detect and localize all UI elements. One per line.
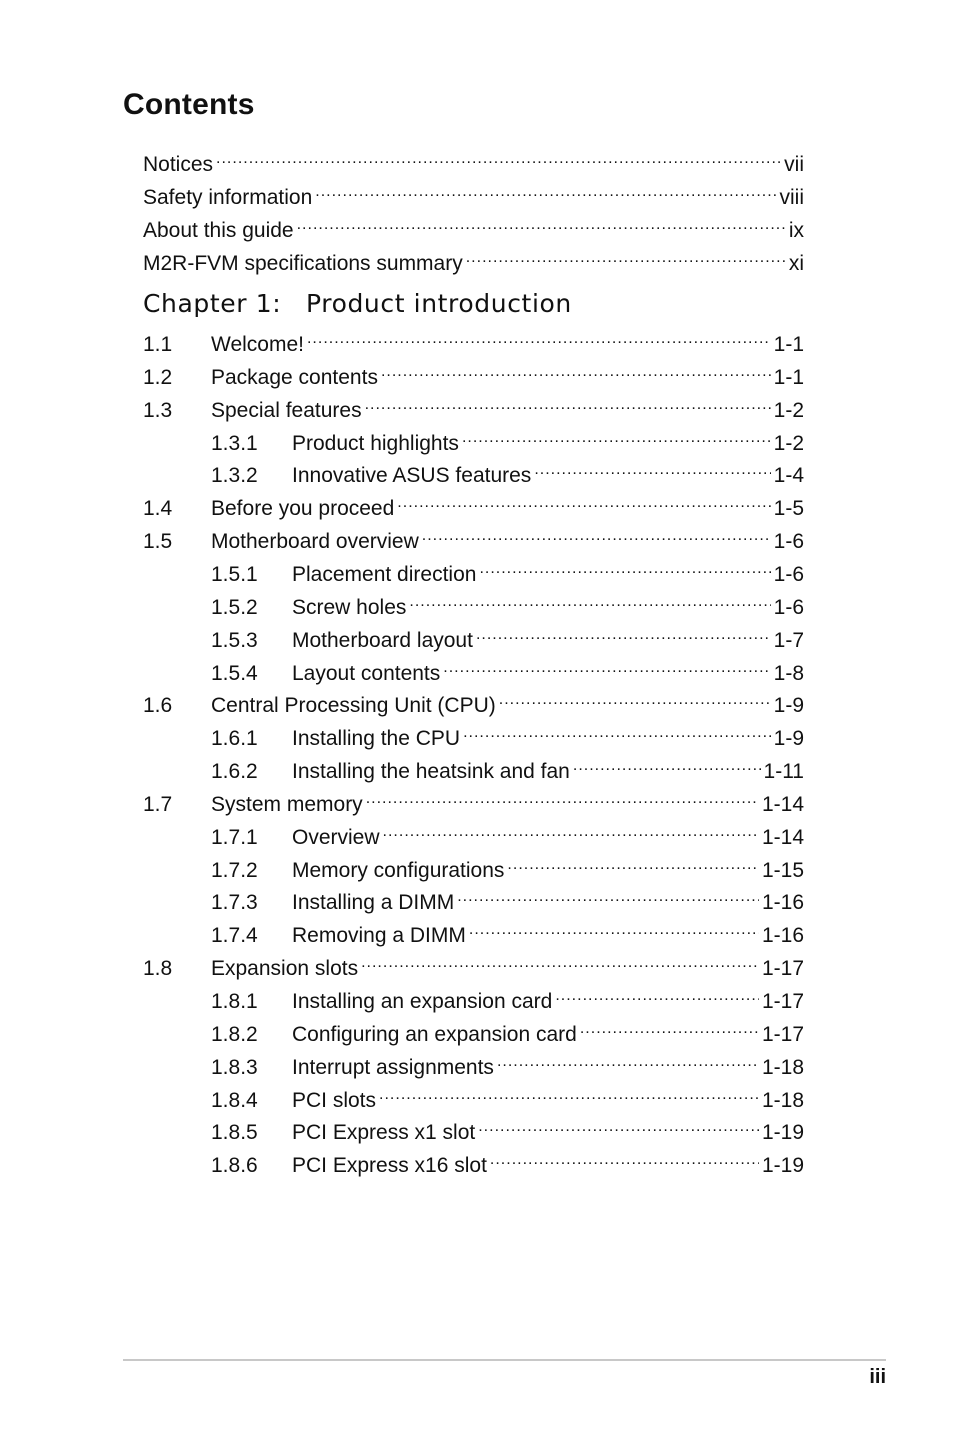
toc-entry-number: 1.1 (143, 333, 173, 356)
chapter-number: Chapter 1: (143, 289, 282, 318)
toc-entry[interactable] (143, 522, 804, 553)
toc-entry-label: Screw holes (292, 596, 407, 619)
chapter-title: Product introduction (306, 289, 572, 318)
toc-entry-page: 1-19 (761, 1121, 804, 1144)
toc-entry-number: 1.3 (143, 399, 173, 422)
toc-entry[interactable] (211, 719, 804, 750)
dot-leader (216, 145, 781, 171)
toc-entry-number: 1.5 (143, 530, 173, 553)
toc-entry[interactable] (211, 916, 804, 947)
toc-entry-label: Package contents (211, 366, 378, 389)
toc-entry[interactable] (143, 686, 804, 717)
toc-entry-label: Motherboard layout (292, 629, 473, 652)
dot-leader (366, 785, 759, 811)
toc-entry-page: 1-6 (773, 563, 804, 586)
toc-entry-page: 1-15 (761, 859, 804, 882)
toc-entry-page: 1-9 (773, 727, 804, 750)
toc-entry-label: About this guide (143, 219, 294, 242)
dot-leader (499, 686, 771, 712)
dot-leader (580, 1015, 759, 1041)
dot-leader (490, 1146, 759, 1172)
toc-entry-label: PCI Express x16 slot (292, 1154, 487, 1177)
toc-entry-specifications-summary[interactable] (143, 244, 804, 275)
page-number: iii (869, 1366, 886, 1388)
toc-entry[interactable] (211, 654, 804, 685)
toc-entry-page: viii (779, 186, 804, 209)
toc-entry[interactable] (211, 1146, 804, 1177)
toc-entry-number: 1.6.2 (211, 760, 258, 783)
toc-entry-page: 1-14 (761, 793, 804, 816)
dot-leader (463, 719, 771, 745)
dot-leader (479, 555, 770, 581)
toc-entry[interactable] (211, 1048, 804, 1079)
dot-leader (379, 1081, 759, 1107)
toc-entry-label: Installing an expansion card (292, 990, 553, 1013)
toc-entry-label: Installing a DIMM (292, 891, 455, 914)
toc-entry-label: M2R-FVM specifications summary (143, 252, 463, 275)
toc-entry-label: Motherboard overview (211, 530, 419, 553)
toc-entry-label: PCI Express x1 slot (292, 1121, 476, 1144)
dot-leader (409, 588, 770, 614)
dot-leader (555, 982, 759, 1008)
toc-entry-number: 1.8.2 (211, 1023, 258, 1046)
dot-leader (297, 211, 786, 237)
toc-entry-number: 1.3.2 (211, 464, 258, 487)
dot-leader (466, 244, 786, 270)
dot-leader (397, 489, 770, 515)
toc-entry-label: Memory configurations (292, 859, 505, 882)
toc-entry-page: 1-18 (761, 1056, 804, 1079)
toc-entry-page: ix (788, 219, 804, 242)
page-title: Contents (123, 88, 255, 121)
toc-entry-label: Before you proceed (211, 497, 395, 520)
toc-entry-page: 1-17 (761, 990, 804, 1013)
toc-entry-page: 1-17 (761, 1023, 804, 1046)
toc-entry[interactable] (211, 621, 804, 652)
toc-entry-number: 1.7.2 (211, 859, 258, 882)
toc-entry-number: 1.8.5 (211, 1121, 258, 1144)
toc-entry-page: 1-7 (773, 629, 804, 652)
toc-entry[interactable] (211, 818, 804, 849)
toc-entry-page: 1-2 (773, 432, 804, 455)
toc-entry-label: PCI slots (292, 1089, 377, 1112)
toc-entry-page: 1-6 (773, 596, 804, 619)
toc-entry-page: 1-14 (761, 826, 804, 849)
toc-entry-number: 1.6.1 (211, 727, 258, 750)
toc-entry[interactable] (143, 489, 804, 520)
toc-entry-number: 1.7.3 (211, 891, 258, 914)
toc-entry-page: 1-4 (773, 464, 804, 487)
toc-entry-page: 1-19 (761, 1154, 804, 1177)
toc-entry-number: 1.7 (143, 793, 173, 816)
chapter-heading[interactable] (143, 289, 572, 319)
dot-leader (534, 456, 770, 482)
dot-leader (381, 358, 771, 384)
toc-entry-number: 1.6 (143, 694, 173, 717)
toc-entry-page: vii (784, 153, 804, 176)
toc-entry-label: Placement direction (292, 563, 477, 586)
dot-leader (383, 818, 759, 844)
toc-entry-label: System memory (211, 793, 363, 816)
toc-entry-number: 1.3.1 (211, 432, 258, 455)
toc-entry-label: Notices (143, 153, 214, 176)
toc-entry[interactable] (211, 851, 804, 882)
toc-entry-label: Expansion slots (211, 957, 359, 980)
toc-entry-label: Welcome! (211, 333, 304, 356)
toc-entry-number: 1.8.4 (211, 1089, 258, 1112)
toc-entry-number: 1.5.2 (211, 596, 258, 619)
toc-entry-label: Installing the CPU (292, 727, 461, 750)
toc-entry-number: 1.7.4 (211, 924, 258, 947)
toc-entry-number: 1.7.1 (211, 826, 258, 849)
toc-entry-page: 1-9 (773, 694, 804, 717)
toc-entry-label: Product highlights (292, 432, 459, 455)
toc-entry-number: 1.4 (143, 497, 173, 520)
toc-entry-number: 1.8.1 (211, 990, 258, 1013)
toc-entry[interactable] (211, 555, 804, 586)
toc-entry-label: Innovative ASUS features (292, 464, 532, 487)
toc-entry[interactable] (211, 1113, 804, 1144)
toc-entry-safety-information[interactable] (143, 178, 804, 209)
dot-leader (469, 916, 759, 942)
toc-entry-number: 1.2 (143, 366, 173, 389)
toc-entry-label: Special features (211, 399, 362, 422)
toc-entry[interactable] (211, 752, 804, 783)
toc-entry-number: 1.8.3 (211, 1056, 258, 1079)
toc-entry-page: 1-6 (773, 530, 804, 553)
toc-entry-page: 1-5 (773, 497, 804, 520)
toc-entry-label: Installing the heatsink and fan (292, 760, 570, 783)
toc-entry-number: 1.5.4 (211, 662, 258, 685)
toc-entry-label: Safety information (143, 186, 313, 209)
toc-entry[interactable] (211, 456, 804, 487)
dot-leader (422, 522, 771, 548)
toc-entry-number: 1.5.1 (211, 563, 258, 586)
toc-entry[interactable] (143, 325, 804, 356)
toc-entry-number: 1.8 (143, 957, 173, 980)
toc-entry[interactable] (211, 588, 804, 619)
toc-entry-page: 1-18 (761, 1089, 804, 1112)
toc-entry-page: 1-11 (763, 760, 804, 783)
toc-entry[interactable] (143, 391, 804, 422)
toc-entry-label: Removing a DIMM (292, 924, 466, 947)
dot-leader (365, 391, 771, 417)
toc-entry-page: 1-16 (761, 891, 804, 914)
toc-entry[interactable] (143, 358, 804, 389)
toc-entry[interactable] (143, 785, 804, 816)
dot-leader (476, 621, 771, 647)
toc-entry-label: Overview (292, 826, 380, 849)
toc-entry[interactable] (211, 424, 804, 455)
dot-leader (307, 325, 771, 351)
toc-entry-about-this-guide[interactable] (143, 211, 804, 242)
toc-entry-number: 1.5.3 (211, 629, 258, 652)
toc-entry-number: 1.8.6 (211, 1154, 258, 1177)
toc-entry-page: 1-17 (761, 957, 804, 980)
toc-entry-page: 1-1 (773, 366, 804, 389)
toc-entry-page: xi (788, 252, 804, 275)
dot-leader (443, 654, 770, 680)
footer-rule (123, 1359, 886, 1361)
toc-entry[interactable] (211, 982, 804, 1013)
toc-entry-label: Central Processing Unit (CPU) (211, 694, 496, 717)
toc-entry-page: 1-8 (773, 662, 804, 685)
toc-entry-page: 1-16 (761, 924, 804, 947)
toc-entry[interactable] (211, 1081, 804, 1112)
toc-entry[interactable] (211, 883, 804, 914)
dot-leader (497, 1048, 759, 1074)
dot-leader (315, 178, 776, 204)
toc-entry-page: 1-2 (773, 399, 804, 422)
toc-entry-label: Layout contents (292, 662, 441, 685)
dot-leader (361, 949, 759, 975)
toc-entry[interactable] (143, 949, 804, 980)
dot-leader (478, 1113, 759, 1139)
dot-leader (573, 752, 761, 778)
dot-leader (462, 424, 771, 450)
toc-entry-notices[interactable] (143, 145, 804, 176)
toc-entry[interactable] (211, 1015, 804, 1046)
toc-entry-label: Interrupt assignments (292, 1056, 494, 1079)
dot-leader (507, 851, 759, 877)
dot-leader (457, 883, 759, 909)
toc-entry-label: Configuring an expansion card (292, 1023, 577, 1046)
toc-entry-page: 1-1 (773, 333, 804, 356)
